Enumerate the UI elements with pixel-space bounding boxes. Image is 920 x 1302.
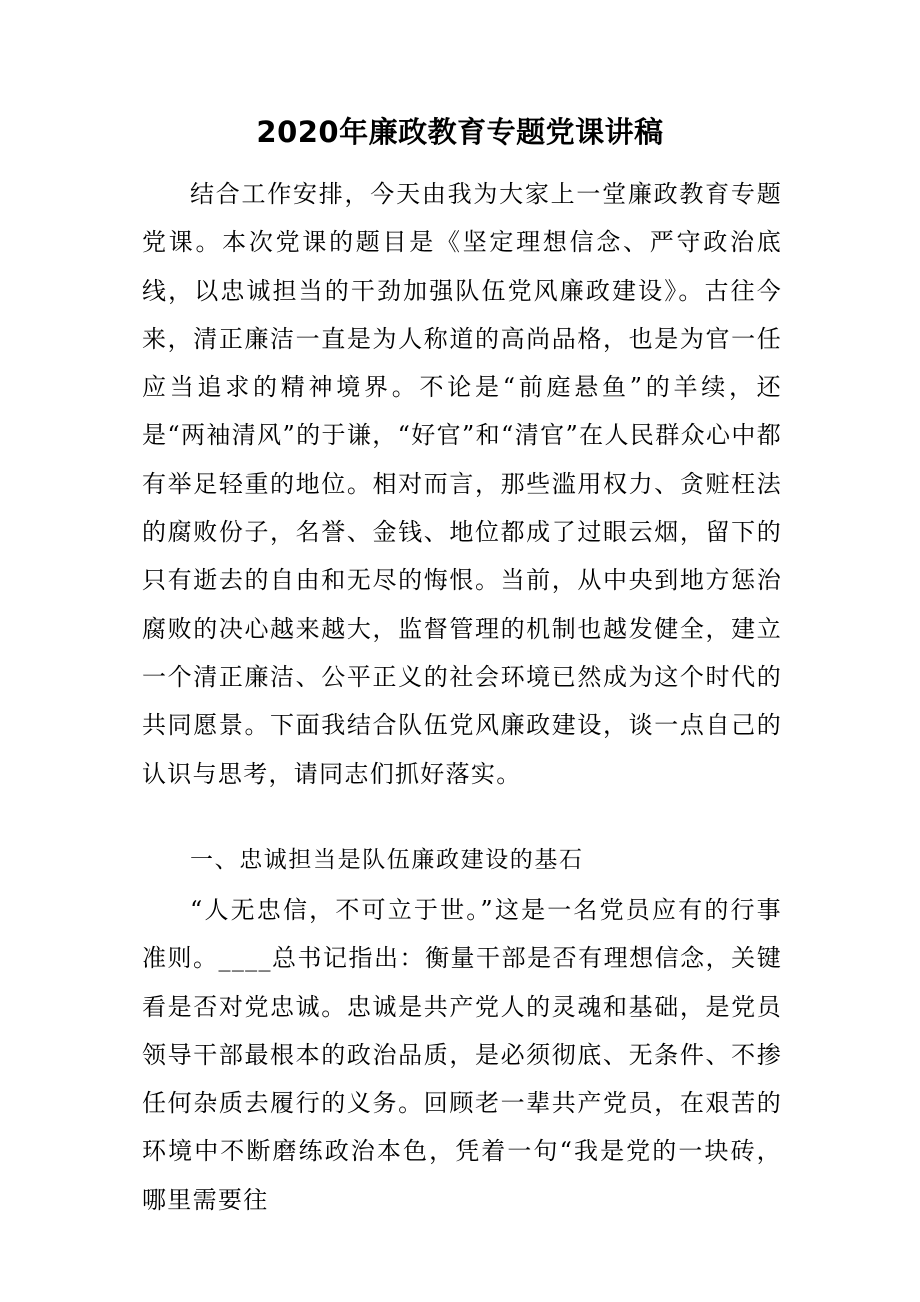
section-paragraph: “人无忠信，不可立于世。”这是一名党员应有的行事准则。____总书记指出：衡量干部是否有理想信念，关键看是否对党忠诚。忠诚是共产党人的灵魂和基础，是党员领导干部最根本的政治品质，是必须彻底、无条件、不掺任何杂质去履行的义务。回顾老一辈共产党员，在艰苦的环境中不断磨练政治本色，凭着一句“我是党的一块砖，哪里需要往: [142, 896, 782, 1214]
document-title: 2020年廉政教育专题党课讲稿: [256, 115, 664, 149]
section-heading: 一、忠诚担当是队伍廉政建设的基石: [190, 847, 584, 873]
intro-paragraph: 结合工作安排，今天由我为大家上一堂廉政教育专题党课。本次党课的题目是《坚定理想信念、严守政治底线，以忠诚担当的干劲加强队伍党风廉政建设》。古往今来，清正廉洁一直是为人称道的高尚品格，也是为官一任应当追求的精神境界。不论是“前庭悬鱼”的羊续，还是“两袖清风”的于谦，“好官”和“清官”在人民群众心中都有举足轻重的地位。相对而言，那些滥用权力、贪赃枉法的腐败份子，名誉、金钱、地位都成了过眼云烟，留下的只有逝去的自由和无尽的悔恨。当前，从中央到地方惩治腐败的决心越来越大，监督管理的机制也越发健全，建立一个清正廉洁、公平正义的社会环境已然成为这个时代的共同愿景。下面我结合队伍党风廉政建设，谈一点自己的认识与思考，请同志们抓好落实。: [142, 180, 782, 788]
